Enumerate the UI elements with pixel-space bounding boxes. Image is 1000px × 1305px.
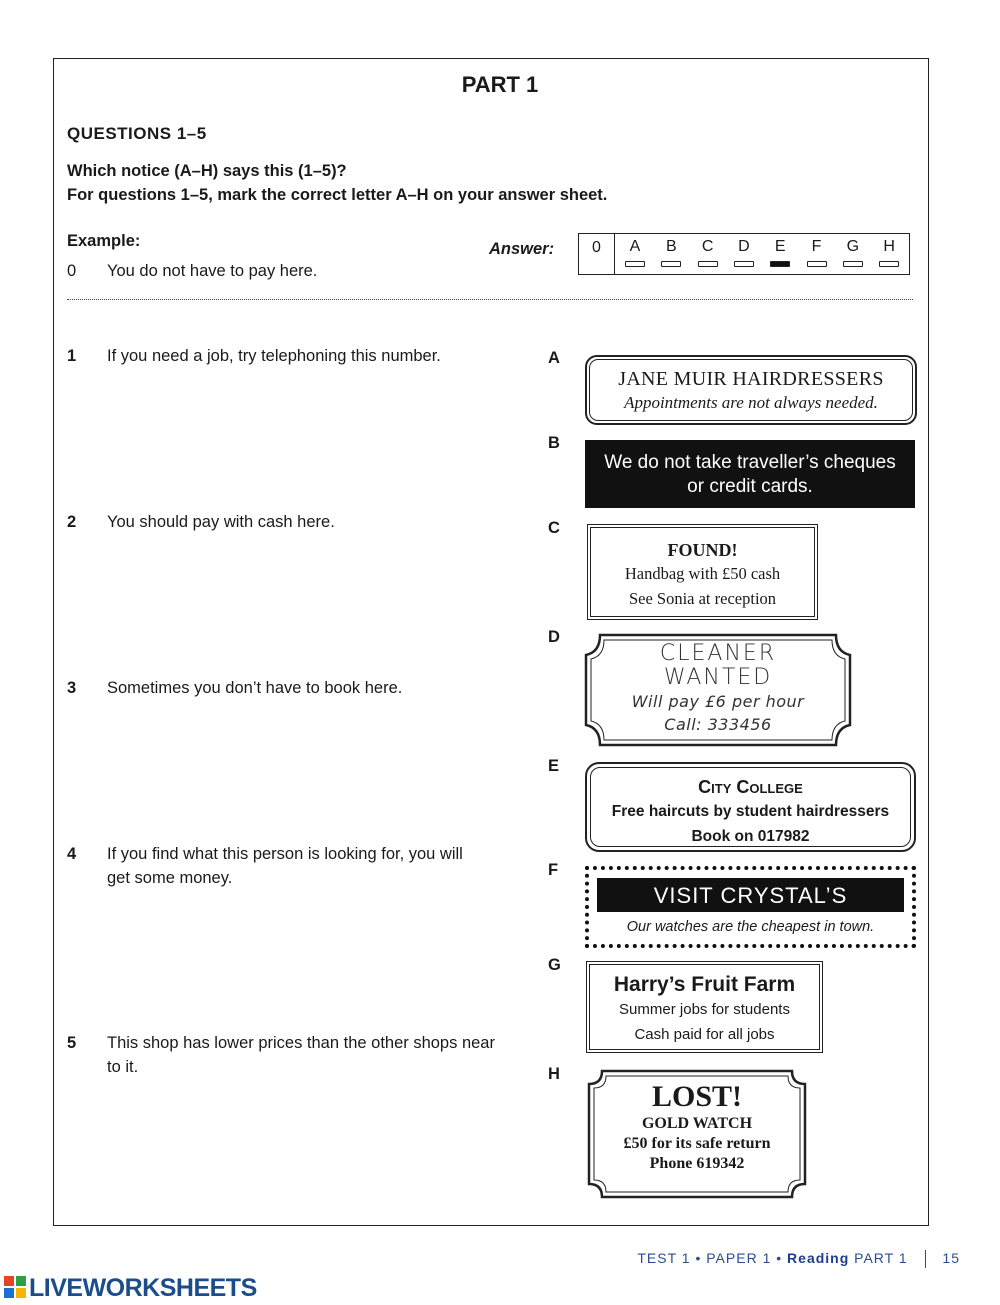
question-number: 1 — [67, 347, 77, 365]
notice-g-line-3: Cash paid for all jobs — [634, 1026, 775, 1043]
example-answer-box — [578, 233, 910, 275]
question-number: 4 — [67, 845, 77, 863]
notice-d-title-2: WANTED — [663, 665, 773, 690]
questions-heading: QUESTIONS 1–5 — [67, 124, 207, 143]
notice-e-line-3: Book on 017982 — [691, 828, 810, 845]
notice-b-line-1: We do not take traveller’s cheques — [604, 452, 896, 473]
notice-b-line-2: or credit cards. — [687, 476, 813, 497]
answer-option-letter: A — [629, 238, 641, 255]
footer-reading: Reading — [787, 1250, 850, 1266]
notice-e — [585, 762, 916, 852]
question-text: You should pay with cash here. — [107, 513, 335, 531]
liveworksheets-logo[interactable] — [4, 1274, 257, 1303]
answer-option-letter: E — [774, 238, 786, 255]
notice-a-title: JANE MUIR HAIRDRESSERS — [618, 368, 884, 390]
question-text: Sometimes you don’t have to book here. — [107, 679, 403, 697]
notice-letter-h: H — [548, 1065, 560, 1083]
answer-option-lozenge[interactable] — [734, 261, 754, 267]
logo-text: LIVEWORKSHEETS — [29, 1274, 257, 1302]
notice-e-title: City College — [698, 777, 803, 797]
notice-f-line-2: Our watches are the cheapest in town. — [626, 919, 875, 935]
answer-option-lozenge[interactable] — [625, 261, 645, 267]
bullet-icon: • — [776, 1250, 788, 1266]
footer-separator — [925, 1250, 926, 1268]
notice-c — [587, 524, 818, 620]
notice-h-line-3: £50 for its safe return — [623, 1135, 771, 1152]
answer-option-lozenge[interactable] — [770, 261, 790, 267]
notice-letter-c: C — [548, 519, 560, 537]
notice-c-line-2: Handbag with £50 cash — [624, 564, 781, 583]
page-footer — [637, 1250, 960, 1268]
dotted-divider — [67, 299, 913, 300]
notice-c-title: FOUND! — [667, 540, 738, 560]
notice-letter-d: D — [548, 628, 560, 646]
notice-g-line-2: Summer jobs for students — [619, 1001, 790, 1018]
liveworksheets-logo-icon — [4, 1276, 26, 1298]
answer-option-lozenge[interactable] — [661, 261, 681, 267]
answer-option-letter: H — [883, 238, 895, 255]
notice-h-line-2: GOLD WATCH — [641, 1115, 753, 1132]
answer-option-letter: F — [811, 238, 822, 255]
instruction-line-2: For questions 1–5, mark the correct letter A–H on your answer sheet. — [67, 186, 608, 204]
notice-d — [582, 630, 854, 750]
footer-paper: PAPER 1 — [706, 1250, 772, 1266]
answer-option-lozenge[interactable] — [843, 261, 863, 267]
notice-e-line-2: Free haircuts by student hairdressers — [611, 803, 890, 820]
notice-letter-b: B — [548, 434, 560, 452]
notice-d-title-1: CLEANER — [659, 641, 777, 666]
notice-h — [586, 1068, 808, 1200]
notice-letter-a: A — [548, 349, 560, 367]
answer-option-lozenge[interactable] — [698, 261, 718, 267]
question-number: 3 — [67, 679, 77, 697]
footer-test: TEST 1 — [637, 1250, 691, 1266]
answer-label: Answer: — [489, 240, 555, 258]
question-number: 2 — [67, 513, 77, 531]
question-text: If you find what this person is looking for, you will get some money. — [107, 845, 463, 887]
answer-option-letter: G — [846, 238, 860, 255]
notice-g — [586, 961, 823, 1053]
notice-h-line-4: Phone 619342 — [649, 1155, 745, 1172]
notice-letter-g: G — [548, 956, 561, 974]
question-text: This shop has lower prices than the other shops near to it. — [107, 1034, 495, 1076]
notice-d-line-4: Call: 333456 — [664, 715, 772, 734]
bullet-icon: • — [695, 1250, 707, 1266]
answer-option-letter: D — [738, 238, 750, 255]
part-title: PART 1 — [461, 72, 539, 97]
question-text: If you need a job, try telephoning this number. — [107, 347, 441, 365]
notice-b — [585, 440, 915, 508]
notice-d-line-3: Will pay £6 per hour — [631, 692, 805, 711]
notice-f-title: VISIT CRYSTAL’S — [597, 878, 904, 912]
notice-a-subtitle: Appointments are not always needed. — [624, 393, 878, 412]
instruction-line-1: Which notice (A–H) says this (1–5)? — [67, 162, 347, 180]
answer-option-lozenge[interactable] — [807, 261, 827, 267]
example-label: Example: — [67, 232, 141, 250]
example-text: You do not have to pay here. — [107, 262, 318, 280]
page-number: 15 — [942, 1250, 960, 1266]
notice-h-title: LOST! — [651, 1080, 743, 1113]
answer-option-letter: C — [701, 238, 714, 255]
notice-g-title: Harry’s Fruit Farm — [613, 973, 796, 996]
answer-option-letter: B — [665, 238, 677, 255]
notice-letter-e: E — [548, 757, 560, 775]
answer-number: 0 — [579, 234, 615, 274]
example-number: 0 — [67, 262, 77, 280]
notice-f — [585, 866, 916, 948]
footer-part: PART 1 — [854, 1250, 908, 1266]
notice-a — [585, 355, 917, 425]
notice-c-line-3: See Sonia at reception — [628, 589, 777, 608]
notice-letter-f: F — [548, 861, 559, 879]
question-number: 5 — [67, 1034, 77, 1052]
answer-option-lozenge[interactable] — [879, 261, 899, 267]
